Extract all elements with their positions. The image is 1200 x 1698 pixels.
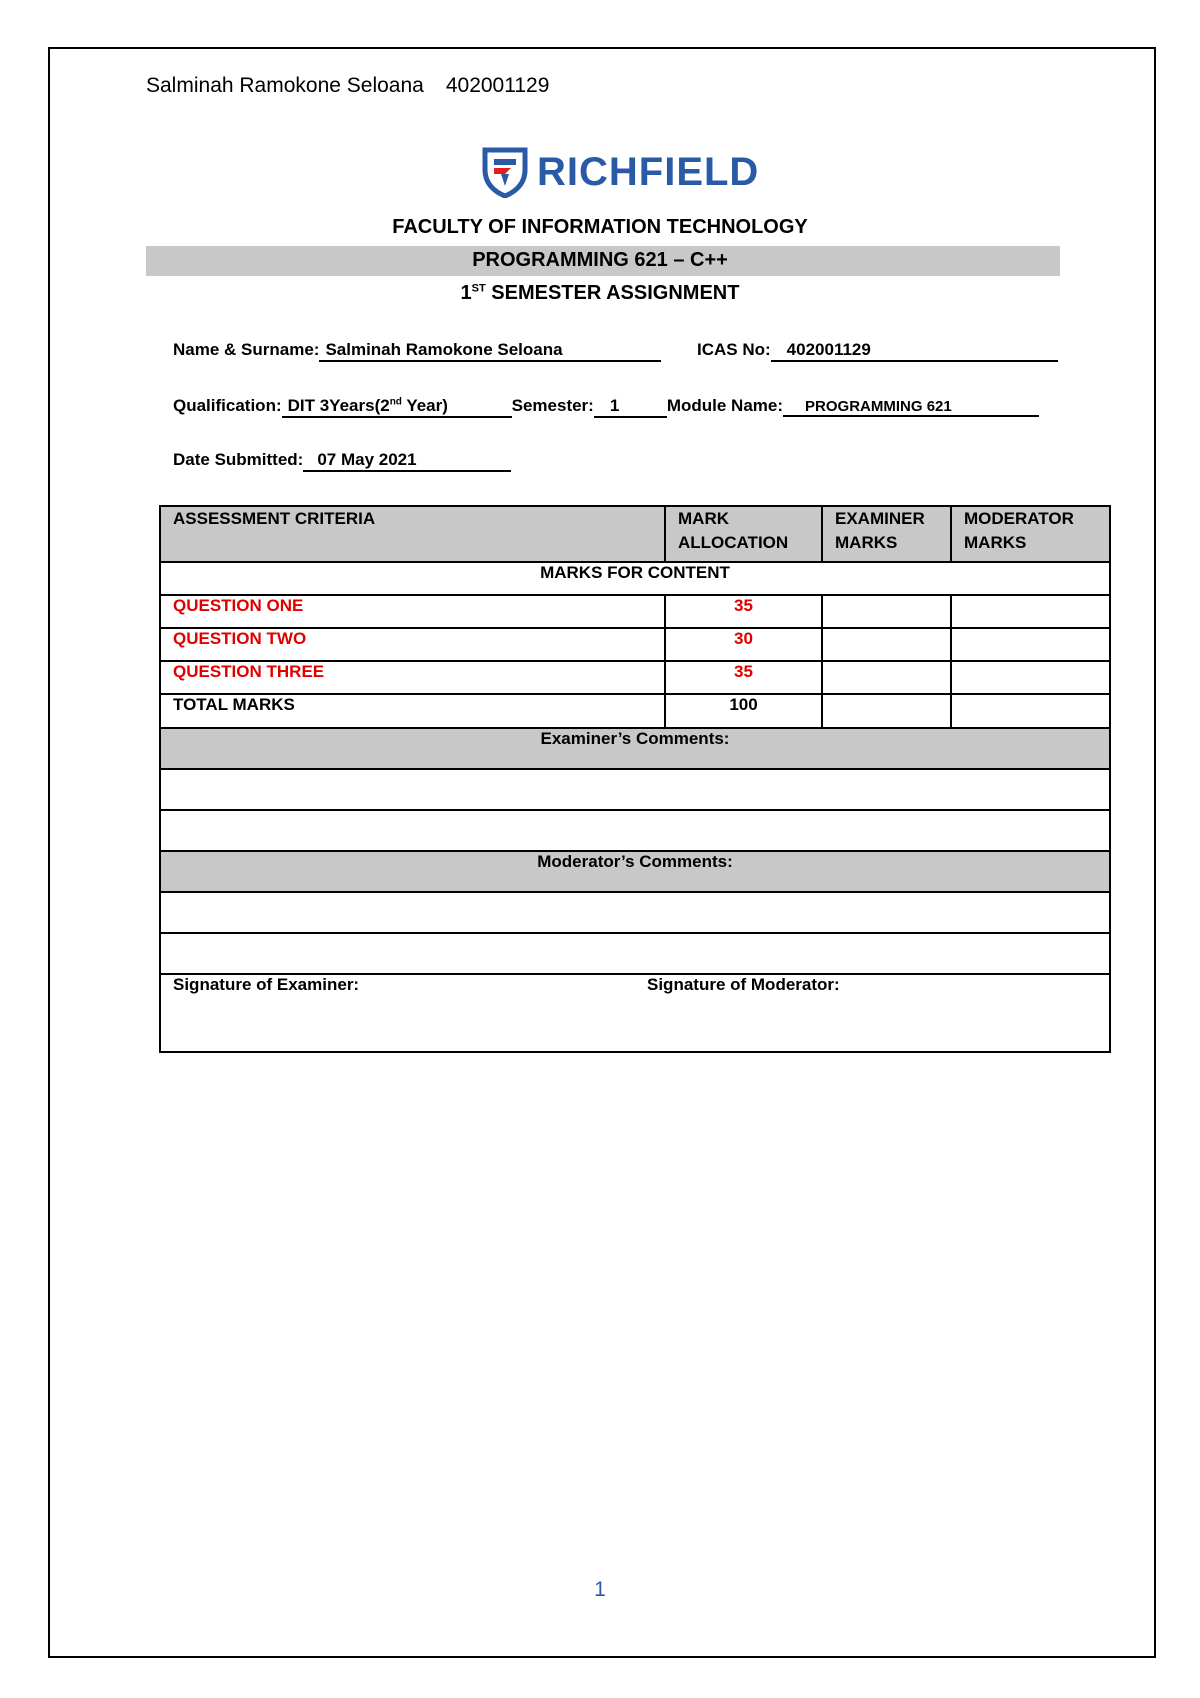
name-label: Name & Surname:: [173, 340, 320, 359]
examiner-comment-line: [160, 810, 1110, 851]
assignment-title-text: SEMESTER ASSIGNMENT: [485, 282, 740, 304]
examiner-mark-cell[interactable]: [822, 628, 951, 661]
section-title: MARKS FOR CONTENT: [160, 562, 1110, 595]
moderator-comment-line: [160, 933, 1110, 974]
signature-cell: [160, 974, 1110, 1052]
criteria-cell: QUESTION TWO: [160, 628, 665, 661]
module-title: PROGRAMMING 621 – C++: [472, 249, 728, 271]
examiner-comment-line: [160, 769, 1110, 810]
header-mark-allocation: MARK ALLOCATION: [665, 506, 822, 562]
faculty-title: FACULTY OF INFORMATION TECHNOLOGY: [392, 216, 808, 238]
criteria-cell: QUESTION ONE: [160, 595, 665, 628]
total-mark: 100: [665, 694, 822, 728]
qualification-value-text: DIT 3Years(2: [287, 396, 390, 415]
mark-cell: 35: [665, 661, 822, 694]
assignment-title: [0, 282, 1200, 305]
icas-value: 402001129: [771, 340, 1058, 362]
examiner-comments-header: [160, 728, 1110, 769]
module-label: Module Name:: [666, 396, 784, 415]
mark-cell: 30: [665, 628, 822, 661]
examiner-signature-label: Signature of Examiner:: [173, 975, 360, 994]
moderator-comments-label: Moderator’s Comments:: [160, 851, 1110, 892]
moderator-comment-cell[interactable]: [160, 933, 1110, 974]
moderator-total-cell[interactable]: [951, 694, 1110, 728]
examiner-mark-cell[interactable]: [822, 661, 951, 694]
qualification-field: [173, 396, 1039, 418]
table-row: [160, 595, 1110, 628]
semester-ordinal: ST: [471, 282, 486, 295]
student-number: 402001129: [445, 74, 550, 97]
examiner-comment-cell[interactable]: [160, 810, 1110, 851]
examiner-comments-label: Examiner’s Comments:: [160, 728, 1110, 769]
criteria-cell: QUESTION THREE: [160, 661, 665, 694]
moderator-mark-cell[interactable]: [951, 628, 1110, 661]
semester-value: 1: [594, 396, 667, 418]
icas-label: ICAS No:: [697, 340, 771, 359]
qualification-value: [282, 396, 512, 418]
header-examiner-marks: EXAMINER MARKS: [822, 506, 951, 562]
moderator-mark-cell[interactable]: [951, 661, 1110, 694]
table-row: [160, 628, 1110, 661]
header-moderator-marks: MODERATOR MARKS: [951, 506, 1110, 562]
module-value: PROGRAMMING 621: [783, 398, 1039, 417]
richfield-logo: [481, 146, 781, 198]
examiner-comment-cell[interactable]: [160, 769, 1110, 810]
date-value: 07 May 2021: [303, 450, 511, 472]
date-field: [173, 450, 511, 472]
table-header-row: [160, 506, 1110, 562]
page-number: 1: [594, 1578, 606, 1601]
moderator-mark-cell[interactable]: [951, 595, 1110, 628]
date-label: Date Submitted:: [173, 450, 304, 469]
examiner-total-cell[interactable]: [822, 694, 951, 728]
examiner-mark-cell[interactable]: [822, 595, 951, 628]
logo-text: RICHFIELD: [537, 150, 760, 194]
moderator-signature-label: Signature of Moderator:: [647, 975, 840, 994]
name-field: [173, 340, 661, 362]
total-label: TOTAL MARKS: [160, 694, 665, 728]
document-header: [146, 74, 549, 98]
qualification-value-year: Year): [401, 396, 448, 415]
shield-icon: [481, 146, 529, 198]
moderator-comment-cell[interactable]: [160, 892, 1110, 933]
semester-label: Semester:: [511, 396, 594, 415]
semester-number: 1: [460, 282, 472, 304]
icas-field: [697, 340, 1058, 362]
student-name: Salminah Ramokone Seloana: [146, 74, 424, 97]
moderator-comment-line: [160, 892, 1110, 933]
moderator-comments-header: [160, 851, 1110, 892]
assessment-table: [159, 505, 1111, 1053]
qualification-value-sup: nd: [389, 396, 402, 408]
qualification-label: Qualification:: [173, 396, 282, 415]
table-row: [160, 661, 1110, 694]
total-row: [160, 694, 1110, 728]
mark-cell: 35: [665, 595, 822, 628]
header-criteria: ASSESSMENT CRITERIA: [160, 506, 665, 562]
name-value: Salminah Ramokone Seloana: [319, 340, 661, 362]
section-row: [160, 562, 1110, 595]
signature-row: [160, 974, 1110, 1052]
